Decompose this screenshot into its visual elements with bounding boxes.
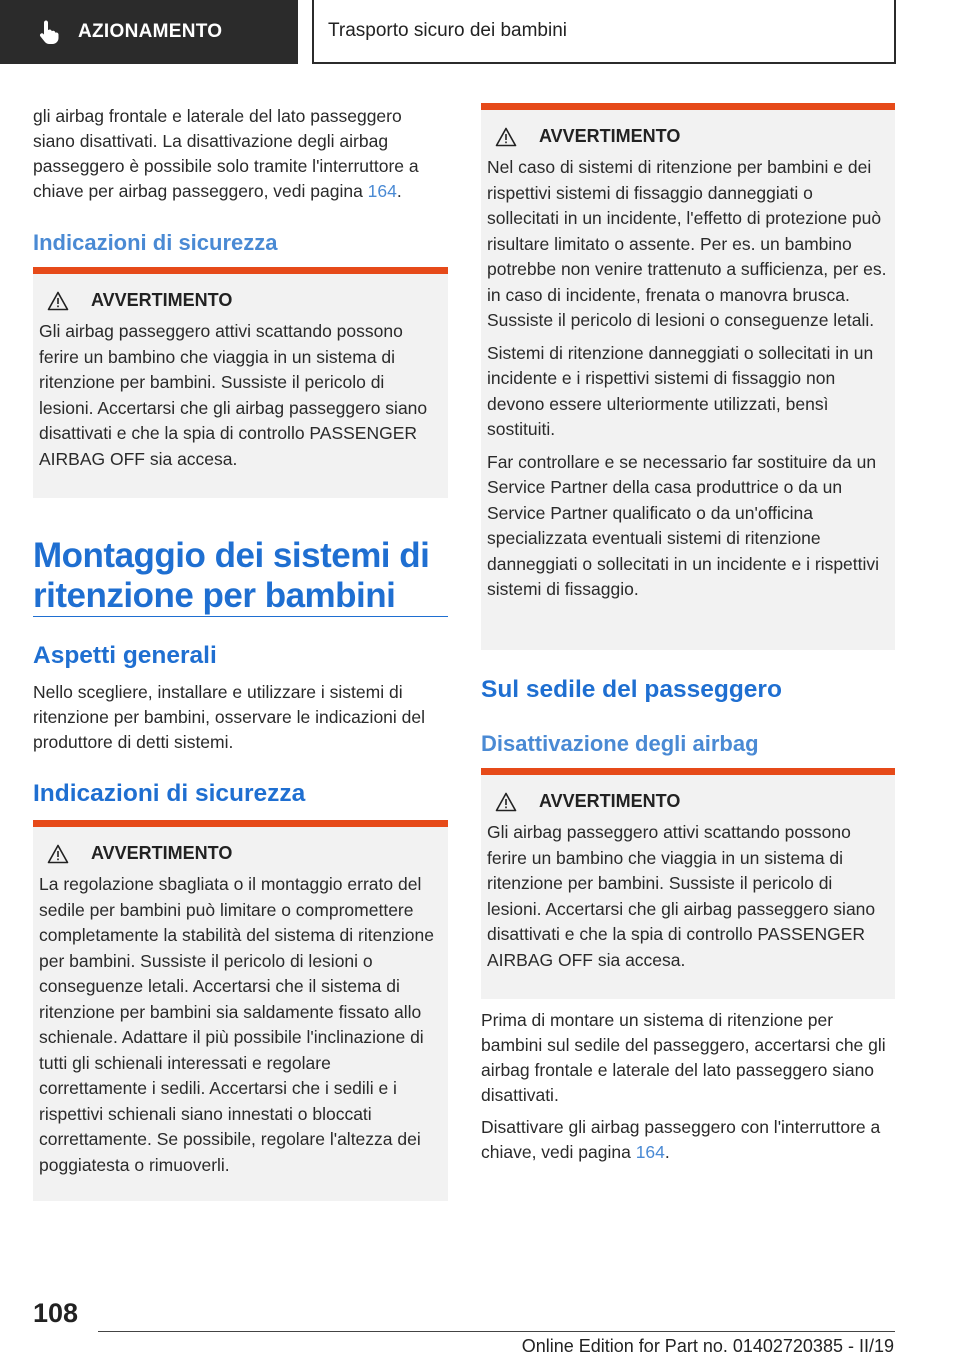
- heading-general: Aspetti generali: [33, 642, 217, 669]
- warning-text: Gli airbag passeggero attivi scattando possono ferire un bambino che viaggia in un sistema di ritenzione per bambini. Sussiste il pericolo di lesioni. Accertarsi che gli airbag passeggero siano disattivati e che la spia di controllo PASSENGER AIRBAG OFF sia accesa.: [39, 321, 428, 469]
- heading-rule: [33, 616, 448, 617]
- warning-triangle-icon: [47, 291, 69, 311]
- section-tab: [0, 0, 298, 64]
- warning-text: La regolazione sbagliata o il montaggio errato del sedile per bambini può limitare o compromettere completamente la stabilità del sistema di ritenzione per bambini. Sussiste il pericolo di lesioni o conseguenze letali. Accertarsi che il sistema di ritenzione per bambini sia saldamente fissato allo schienale. Adattare il più possibile l'inclinazione di tutti gli schienali interessati e regolare correttamente i sedili. Accertarsi che i sedili e i rispettivi schienali siano innestati o bloccati correttamente. Se possibile, regolare l'altezza dei poggiatesta o rimuoverli.: [39, 874, 434, 1175]
- warning-text: Gli airbag passeggero attivi scattando possono ferire un bambino che viaggia in un sistema di ritenzione per bambini. Sussiste il pericolo di lesioni. Accertarsi che gli airbag passeggero siano disattivati e che la spia di controllo PASSENGER AIRBAG OFF sia accesa.: [487, 822, 876, 970]
- intro-end: .: [396, 181, 402, 201]
- warning-title: [39, 290, 440, 311]
- chapter-title: Trasporto sicuro dei bambini: [328, 20, 568, 41]
- warning-text-3: Far controllare e se necessario far sostituire da un Service Partner della casa produttrice o da un Service Partner qualificato o da un'officina specializzata eventuali sistemi di ritenzione danneggiati o sollecitati in un incidente e i rispettivi sistemi di fissaggio.: [487, 451, 880, 599]
- warning-box-1: [33, 267, 448, 498]
- section-label: AZIONAMENTO: [78, 21, 223, 42]
- intro-paragraph: [33, 104, 448, 204]
- main-heading: Montaggio dei sistemi di ritenzione per bambini: [33, 536, 430, 615]
- page-link[interactable]: 164: [635, 1142, 665, 1162]
- before-mount-paragraph: Prima di montare un sistema di ritenzione per bambini sul sedile del passeggero, accertarsi che gli airbag frontale e laterale del lato passeggero siano disattivati.: [481, 1010, 886, 1105]
- warning-box-2: [33, 820, 448, 1201]
- disable-paragraph: [481, 1115, 881, 1165]
- warning-text-2: Sistemi di ritenzione danneggiati o sollecitati in un incidente e i rispettivi sistemi di fissaggio non devono essere ulteriormente utilizzati, bensì sostituiti.: [487, 342, 874, 439]
- general-paragraph: Nello scegliere, installare e utilizzare i sistemi di ritenzione per bambini, osservare le indicazioni del produttore di detti sistemi.: [33, 682, 426, 752]
- warning-title-text: AVVERTIMENTO: [539, 126, 681, 146]
- hand-pointer-icon: [38, 19, 62, 45]
- warning-title: [487, 126, 887, 147]
- warning-text-1: Nel caso di sistemi di ritenzione per bambini e dei rispettivi sistemi di fissaggio danneggiati o sollecitati in un incidente, l'effetto di protezione può risultare limitato o assente. Per es. un bambino potrebbe non venire trattenuto a sufficienza, per es. in caso di incidente, frenata o manovra brusca. Sussiste il pericolo di lesioni o conseguenze letali.: [487, 157, 887, 330]
- page-link[interactable]: 164: [367, 181, 397, 201]
- warning-triangle-icon: [47, 844, 69, 864]
- heading-safety-2: Indicazioni di sicurezza: [33, 780, 306, 807]
- footer-rule: [98, 1331, 895, 1332]
- warning-title-text: AVVERTIMENTO: [91, 843, 233, 863]
- disable-text: Disattivare gli airbag passeggero con l'interruttore a chiave, vedi pagina: [481, 1117, 881, 1162]
- warning-box-4: [481, 768, 895, 999]
- warning-title-text: AVVERTIMENTO: [91, 290, 233, 310]
- heading-safety-1: Indicazioni di sicurezza: [33, 230, 278, 255]
- warning-title: [39, 843, 440, 864]
- chapter-header: [312, 0, 896, 64]
- page-number: 108: [33, 1298, 79, 1328]
- disable-end: .: [664, 1142, 670, 1162]
- edition-note: Online Edition for Part no. 01402720385 - II/19: [521, 1336, 894, 1356]
- warning-box-3: [481, 103, 895, 650]
- intro-text: gli airbag frontale e laterale del lato passeggero siano disattivati. La disattivazione degli airbag passeggero è possibile solo tramite l'interruttore a chiave per airbag passeggero, vedi pagina: [33, 106, 419, 201]
- warning-title-text: AVVERTIMENTO: [539, 791, 681, 811]
- warning-title: [487, 791, 887, 812]
- heading-passenger: Sul sedile del passeggero: [481, 676, 782, 703]
- warning-triangle-icon: [495, 127, 517, 147]
- heading-airbag-off: Disattivazione degli airbag: [481, 731, 759, 756]
- warning-triangle-icon: [495, 792, 517, 812]
